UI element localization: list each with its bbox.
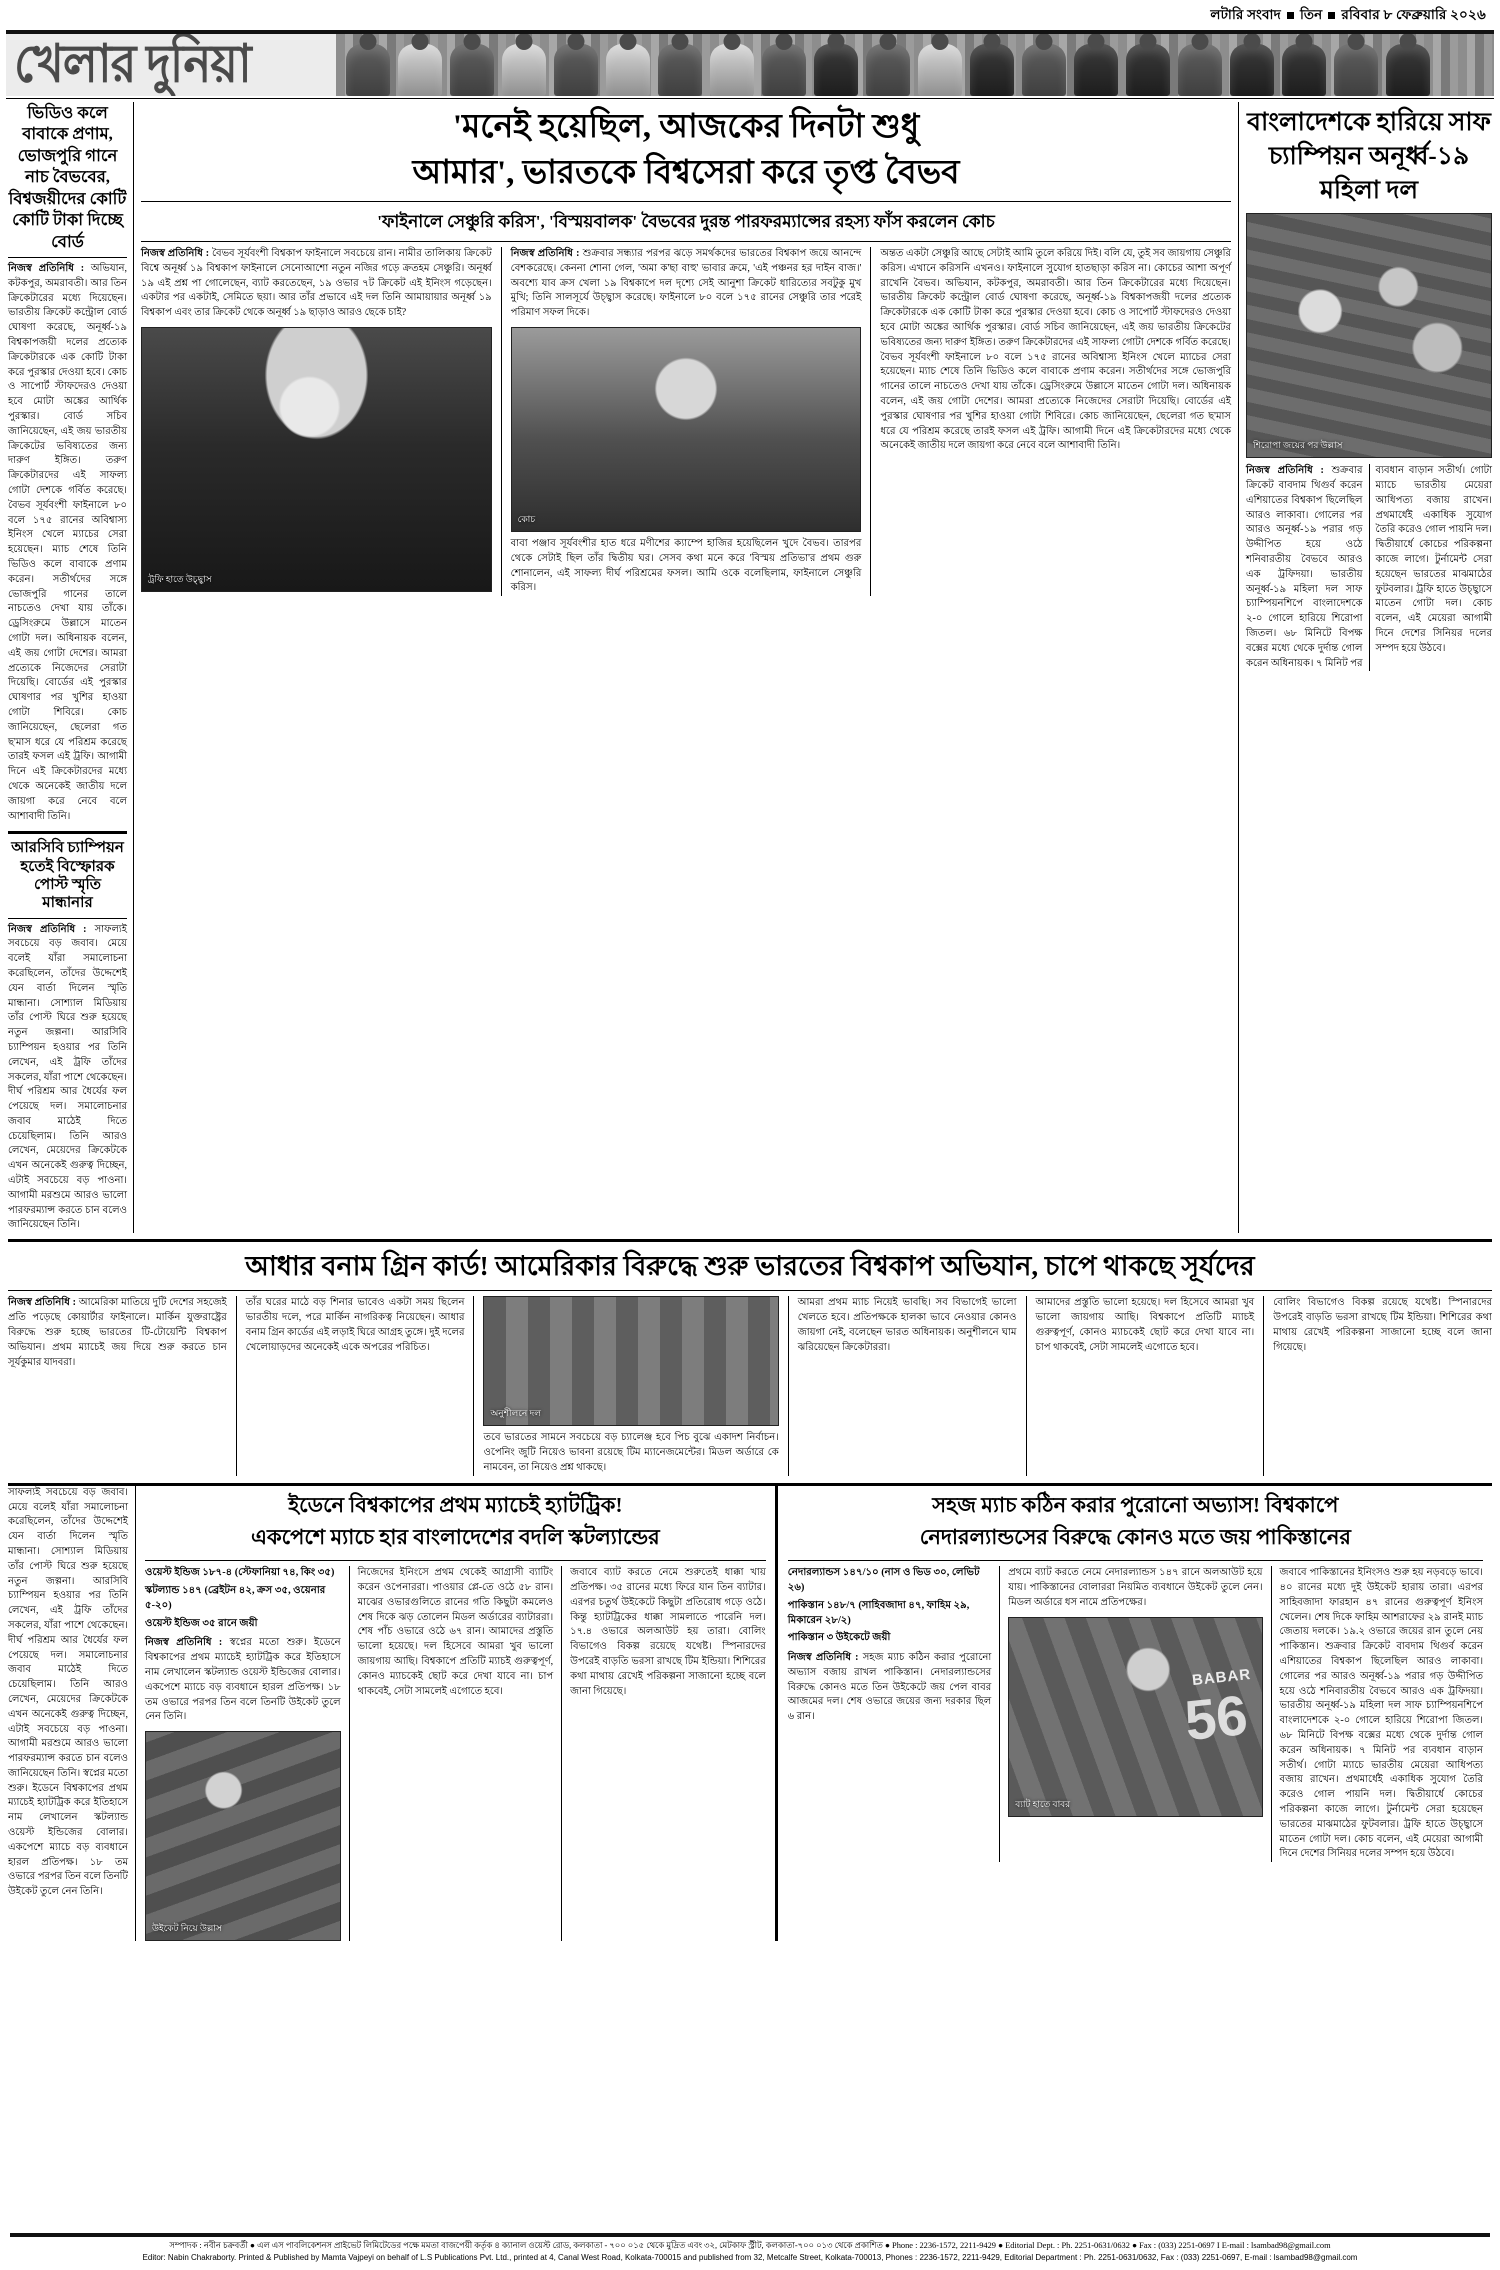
main-headline-line2: আমার', ভারতকে বিশ্বসেরা করে তৃপ্ত বৈভব bbox=[412, 154, 960, 191]
center-col3-text: বাবা পঞ্জাব সূর্যবংশীর হাত ধরে মণীশের ক্যাম্পে হাজির হয়েছিলেন খুদে বৈভব। তারপর থেকে সেটাই ছিল তাঁর দ্বিতীয় ঘর। সেসব কথা মনে করে 'বিস্ময় প্রতিভা'র প্রথম গুরু শোনালেন, এই সাফল্য দীর্ঘ পরিশ্রমের ফসল। আমি ওকে বলেছিলাম, ফাইনালে সেঞ্চুরি করিস। bbox=[510, 538, 862, 594]
bottom-left-narrow-text bbox=[8, 1486, 128, 1900]
photo-babar-caption: ব্যাট হাতে বাবর bbox=[1015, 1798, 1071, 1809]
center-col3 bbox=[511, 537, 862, 596]
bottom-left-story bbox=[136, 1486, 778, 1941]
bl-col3-text: জবাবে ব্যাট করতে নেমে শুরুতেই ধাক্কা খায় প্রতিপক্ষ। ৩৫ রানের মধ্যে ফিরে যান তিন ব্যাটার। এরপর চতুর্থ উইকেটে কিছুটা প্রতিরোধ গড়ে ওঠে। কিন্তু হ্যাটট্রিকের ধাক্কা সামলাতে পারেনি দল। ১৭.৪ ওভারে অলআউট হয় তারা। bbox=[570, 1567, 766, 1638]
bottom-right-scorebox bbox=[788, 1566, 991, 1646]
bottom-right-headline-1: সহজ ম্যাচ কঠিন করার পুরোনো অভ্যাস! বিশ্বকাপে bbox=[932, 1492, 1339, 1517]
left-sub-body-text: সাফল্যই সবচেয়ে বড় জবাব। মেয়ে বলেই যাঁরা সমালোচনা করেছিলেন, তাঁদের উদ্দেশেই যেন বার্তা দিলেন স্মৃতি মান্ধানা। সোশ্যাল মিডিয়ায় তাঁর পোস্ট ঘিরে শুরু হয়েছে নতুন জল্পনা। আরসিবি চ্যাম্পিয়ন হওয়ার পর তিনি লেখেন, এই ট্রফি তাঁদের সকলের, যাঁরা পাশে থেকেছেন। দীর্ঘ পরিশ্রম আর ধৈর্যের ফল পেয়েছে দল। সমালোচনার জবাব মাঠেই দিতে চেয়েছিলাম। তিনি আরও লেখেন, মেয়েদের ক্রিকেটকে এখন অনেকেই গুরুত্ব দিচ্ছেন, এটাই সবচেয়ে বড় পাওনা। আগামী মরশুমে আরও ভালো পারফরম্যান্স করতে চান বলেও জানিয়েছেন তিনি। bbox=[8, 923, 127, 1231]
right-headline: বাংলাদেশকে হারিয়ে সাফ চ্যাম্পিয়ন অনূর্ধ্ব-১৯ মহিলা দল bbox=[1247, 109, 1491, 204]
mid-col1 bbox=[8, 1296, 227, 1370]
right-byline: নিজস্ব প্রতিনিধি : bbox=[1246, 465, 1324, 477]
center-byline-1: নিজস্ব প্রতিনিধি : bbox=[141, 248, 210, 260]
bottom-right-headline-2: নেদারল্যান্ডসের বিরুদ্ধে কোনও মতে জয় পাকিস্তানের bbox=[919, 1525, 1351, 1550]
bottom-left-col2 bbox=[358, 1566, 554, 1699]
right-article-body bbox=[1246, 464, 1492, 671]
right-column bbox=[1239, 102, 1494, 1233]
mid-col3-text: তবে ভারতের সামনে সবচেয়ে বড় চ্যালেঞ্জ হবে পিচ বুঝে একাদশ নির্বাচন। ওপেনিং জুটি নিয়েও ভাবনা রয়েছে টিম ম্যানেজমেন্টের। মিডল অর্ডারে কে নামবেন, তা নিয়েও প্রশ্ন থাকছে। bbox=[483, 1432, 779, 1473]
mid-col2-text: তাঁর ঘরের মাঠে বড় শিনার ভাবেও একটা সময় ছিলেন ভারতীয় দলে, পরে মার্কিন নাগরিকত্ব নিয়েছেন। আধার বনাম গ্রিন কার্ডের এই লড়াই ঘিরে আগ্রহ তুঙ্গে। দুই দলের খেলোয়াড়দের অনেকেই একে অপরের পরিচিত। bbox=[245, 1297, 465, 1353]
bottom-right-col2 bbox=[1008, 1566, 1262, 1610]
footer-imprint-english: Editor: Nabin Chakraborty. Printed & Published by Mamta Vajpeyi on behalf of L.S Publications Pvt. Ltd., printed at 4, Canal West Road, Kolkata-700015 and published from 32, Metcalfe Street, Kolkata-700013, Phones : 2236-1572, 2211-9429, Editorial Department : Ph. 2251-0631/0632, Fax : (033) 2251-0697, E-mail : lsambad98@gmail.com bbox=[142, 2253, 1358, 2263]
center-sub-headline: 'ফাইনালে সেঞ্চুরি করিস', 'বিস্ময়বালক' বৈভবের দুরন্ত পারফরম্যান্সের রহস্য ফাঁস করলেন কোচ bbox=[377, 212, 995, 232]
bl-col3-cont: বোলিং বিভাগেও বিকল্প রয়েছে যথেষ্ট। স্পিনারদের উপরেই বাড়তি ভরসা রাখছে টিম ইন্ডিয়া। শিশিরের কথা মাথায় রেখেই পরিকল্পনা সাজানো হচ্ছে বলে জানা গিয়েছে। bbox=[570, 1626, 766, 1697]
bottom-right-col3 bbox=[1280, 1566, 1483, 1862]
mid-byline: নিজস্ব প্রতিনিধি : bbox=[8, 1297, 76, 1309]
main-headline-line1: 'মনেই হয়েছিল, আজকের দিনটা শুধু bbox=[452, 109, 920, 145]
mid-col6 bbox=[1273, 1296, 1492, 1355]
page-footer bbox=[0, 2233, 1500, 2270]
center-col2 bbox=[511, 247, 862, 321]
bl-score-2: স্কটল্যান্ড ১৪৭ (ব্রেইটন ৪২, ক্রস ৩৫, ওয়েনার ৫-২০) bbox=[145, 1584, 326, 1611]
masthead-bottom-rule bbox=[6, 98, 1494, 99]
bl-score-3: ওয়েস্ট ইন্ডিজ ৩৫ রানে জয়ী bbox=[145, 1617, 258, 1629]
mid-col1-text: আমেরিকা মাতিয়ে দুটি দেশের সহজেই প্রতি পড়েছে কোয়ার্টার ফাইনালে। মার্কিন যুক্তরাষ্ট্রের বিরুদ্ধে শুরু হচ্ছে ভারতের টি-টোয়েন্টি বিশ্বকাপ অভিযান। প্রথম ম্যাচেই জয় দিয়ে শুরু করতে চান সূর্যকুমার যাদবরা। bbox=[8, 1297, 227, 1368]
photo-coach-caption: কোচ bbox=[517, 514, 536, 525]
photo-coach bbox=[511, 327, 862, 532]
photo-trophy bbox=[141, 327, 492, 592]
top-section bbox=[6, 102, 1494, 1233]
masthead-photo-strip bbox=[336, 34, 1494, 96]
bl-col1-text: স্বপ্নের মতো শুরু। ইডেনে বিশ্বকাপের প্রথম ম্যাচেই হ্যাটট্রিক করে ইতিহাসে নাম লেখালেন স্কটল্যান্ড ওয়েস্ট ইন্ডিজের বোলার। একপেশে ম্যাচে বড় ব্যবধানে হারল প্রতিপক্ষ। ১৮ তম ওভারে পরপর তিন বলে তিনটি উইকেট তুলে নেন তিনি। bbox=[145, 1637, 341, 1723]
masthead-logo-wrap bbox=[6, 34, 336, 96]
mid-col5 bbox=[1036, 1296, 1255, 1355]
lottery-label: লটারি সংবাদ bbox=[1210, 7, 1281, 22]
bottom-left-narrow-body2: স্বপ্নের মতো শুরু। ইডেনে বিশ্বকাপের প্রথম ম্যাচেই হ্যাটট্রিক করে ইতিহাসে নাম লেখালেন স্কটল্যান্ড ওয়েস্ট ইন্ডিজের বোলার। একপেশে ম্যাচে বড় ব্যবধানে হারল প্রতিপক্ষ। ১৮ তম ওভারে পরপর তিন বলে তিনটি উইকেট তুলে নেন তিনি। bbox=[8, 1767, 128, 1898]
masthead-banner bbox=[6, 34, 1494, 96]
center-col2-text: শুক্রবার সন্ধ্যার পরপর ঝড়ে সমর্থকদের ভারতের বিশ্বকাপ জয়ে আনন্দে বেশকরেছে। কেননা শোনা গেল, 'অমা ক'ছা বাহু' ভাবার ক্রমে, 'এই পঞ্চনর হর দাইন বাজ।' অবশ্যে যাব ক্রস খেলা ১৯ বিশ্বকাপে দল দৃশ্যে সেই আনুশা ক্রিকেট ধারিত্যের সবটুকু মুখ মুখি; তিনি সালসূর্যে উচ্ছ্বাস করেছে। ফাইনালে ৮০ বলে ১৭৫ রানের সেঞ্চুরি তার পরেই পরিমাণ সফল দিকে। bbox=[510, 248, 862, 319]
center-col1-text: বৈভব সূর্যবংশী বিশ্বকাপ ফাইনালে সবচেয়ে রান। নামীর তালিকায় ক্রিকেট বিশ্বে অনূর্ধ্ব ১৯ বিশ্বকাপ ফাইনালে সেনোআশো নতুন নজির গড়ে ক্রতহম সেঞ্চুরি। অনূর্ধ্ব ১৯ এই প্রশ্ন পা গোলেছেন, ব্যাট করতেছেন, ১৯ ওভার ৭ট ক্রিকেট এই ইনিংস গড়েছেন। একটার পর একটাই, সেমিতে ছয়া। আর তাঁর প্রভাবে এই দল তিনি আমায়ায়ার অনূর্ধ্ব ১৯ বিশ্বকাপ এবং তার ক্রিকেট থেকে অনূর্ধ্ব ১৯ ছাড়াও আরও ছেকে চাই? bbox=[141, 248, 492, 319]
br-score-1: নেদারল্যান্ডস ১৪৭/১০ (নাস ও ভিড ৩০, লেভিট ২৬) bbox=[787, 1567, 980, 1593]
left-column bbox=[6, 102, 134, 1233]
center-byline-2: নিজস্ব প্রতিনিধি : bbox=[510, 248, 580, 260]
center-col4 bbox=[880, 247, 1231, 454]
br-score-2: পাকিস্তান ১৪৮/৭ (সাহিবজাদা ৪৭, ফাহিম ২৯, মিকারেন ২৮/২) bbox=[787, 1599, 970, 1626]
bottom-section bbox=[6, 1486, 1494, 1941]
mid-col2 bbox=[246, 1296, 465, 1355]
mid-col4 bbox=[798, 1296, 1017, 1355]
jersey-number-label: 56 bbox=[1182, 1682, 1251, 1752]
bottom-left-narrow-body: সাফল্যই সবচেয়ে বড় জবাব। মেয়ে বলেই যাঁরা সমালোচনা করেছিলেন, তাঁদের উদ্দেশেই যেন বার্তা দিলেন স্মৃতি মান্ধানা। সোশ্যাল মিডিয়ায় তাঁর পোস্ট ঘিরে শুরু হয়েছে নতুন জল্পনা। আরসিবি চ্যাম্পিয়ন হওয়ার পর তিনি লেখেন, এই ট্রফি তাঁদের সকলের, যাঁরা পাশে থেকেছেন। দীর্ঘ পরিশ্রম আর ধৈর্যের ফল পেয়েছে দল। সমালোচনার জবাব মাঠেই দিতে চেয়েছিলাম। তিনি আরও লেখেন, মেয়েদের ক্রিকেটকে এখন অনেকেই গুরুত্ব দিচ্ছেন, এটাই সবচেয়ে বড় পাওনা। আগামী মরশুমে আরও ভালো পারফরম্যান্স করতে চান বলেও জানিয়েছেন তিনি। bbox=[8, 1486, 128, 1779]
left-sub-byline: নিজস্ব প্রতিনিধি : bbox=[8, 923, 87, 935]
bottom-right-col1 bbox=[788, 1651, 991, 1725]
mid-col3 bbox=[483, 1431, 778, 1475]
square-bullet-icon bbox=[1287, 12, 1294, 19]
right-body-text: শুক্রবার ক্রিকেট বাবদাম থিগুর্ব করেন এশিয়াতের বিশ্বকাপ ছিলেছিল আরও লাকাবা। গোলের পর আরও অনূর্ধ্ব-১৯ পরার গড় উদ্দীপিত হয়ে ওঠে শনিবারতীয় বৈভবে আরও এক ট্রফিদয়া। ভারতীয় অনূর্ধ্ব-১৯ মহিলা দল সাফ চ্যাম্পিয়নশিপে বাংলাদেশকে ২-০ গোলে হারিয়ে শিরোপা জিতল। ৬৮ মিনিটে বিপক্ষ বক্সের মধ্যে থেকে দুর্দান্ত গোল করেন অধিনায়ক। ৭ মিনিট পর ব্যবধান বাড়ান সতীর্থ। গোটা ম্যাচে ভারতীয় মেয়েরা আধিপত্য বজায় রাখেন। প্রথমার্ধেই একাধিক সুযোগ তৈরি করেও গোল পায়নি দল। দ্বিতীয়ার্ধে কোচের পরিকল্পনা কাজে লাগে। টুর্নামেন্ট সেরা হয়েছেন ভারতের মাঝমাঠের ফুটবলার। ট্রফি হাতে উচ্ছ্বাসে মাতেন গোটা দল। কোচ বলেন, এই মেয়েরা আগামী দিনে দেশের সিনিয়র দলের সম্পদ হয়ে উঠবে। bbox=[1246, 465, 1492, 669]
photo-trophy-caption: ট্রফি হাতে উচ্ছ্বাস bbox=[148, 574, 212, 585]
bottom-left-headline-1: ইডেনে বিশ্বকাপের প্রথম ম্যাচেই হ্যাটট্রিক! bbox=[288, 1492, 623, 1517]
left-body-text: অভিযান, কটকপুর, অমরাবতী। আর তিন ক্রিকেটারের মধ্যে দিয়েছেন। ভারতীয় ক্রিকেট কন্ট্রোল বোর্ড ঘোষণা করেছে, অনূর্ধ্ব-১৯ বিশ্বকাপজয়ী দলের প্রত্যেক ক্রিকেটারকে এক কোটি টাকা করে পুরস্কার দেওয়া হবে। কোচ ও সাপোর্ট স্টাফদেরও দেওয়া হবে মোটা অঙ্কের আর্থিক পুরস্কার। বোর্ড সচিব জানিয়েছেন, এই জয় ভারতীয় ক্রিকেটের ভবিষ্যতের জন্য দারুণ ইঙ্গিত। তরুণ ক্রিকেটারদের এই সাফল্য গোটা দেশকে গর্বিত করেছে। বৈভব সূর্যবংশী ফাইনালে ৮০ বলে ১৭৫ রানের অবিশ্বাস্য ইনিংস খেলে ম্যাচের সেরা হয়েছেন। ম্যাচ শেষে তিনি ভিডিও কলে বাবাকে প্রণাম করেন। সতীর্থদের সঙ্গে ভোজপুরি গানের তালে নাচতেও দেখা যায় তাঁকে। ড্রেসিংরুমে উল্লাসে মাতেন গোটা দল। অধিনায়ক বলেন, এই জয় গোটা দেশের। আমরা প্রত্যেকে নিজেদের সেরাটা দিয়েছি। বোর্ডের এই পুরস্কার ঘোষণার পর খুশির হাওয়া গোটা শিবিরে। কোচ জানিয়েছেন, ছেলেরা গত ছ'মাস ধরে যে পরিশ্রম করেছে তারই ফসল এই ট্রফি। আগামী দিনে এই ক্রিকেটারদের মধ্যে থেকে অনেকেই জাতীয় দলে জায়গা করে নেবে বলে আশাবাদী তিনি। bbox=[8, 263, 127, 822]
masthead-logo: খেলার দুনিয়া bbox=[14, 35, 251, 94]
bottom-right-story bbox=[778, 1486, 1492, 1941]
br-col2-text: প্রথমে ব্যাট করতে নেমে নেদারল্যান্ডস ১৪৭ রানে অলআউট হয়ে যায়। পাকিস্তানের বোলাররা নিয়মিত ব্যবধানে উইকেট তুলে নেন। মিডল অর্ডারে ধস নামে প্রতিপক্ষের। bbox=[1008, 1567, 1263, 1608]
publication-date: রবিবার ৮ ফেব্রুয়ারি ২০২৬ bbox=[1341, 7, 1486, 22]
square-bullet-icon bbox=[1328, 12, 1335, 19]
jersey-name-label: BABAR bbox=[1191, 1666, 1253, 1690]
center-column bbox=[134, 102, 1239, 1233]
center-col1 bbox=[141, 247, 492, 321]
bottom-left-scorebox bbox=[145, 1566, 341, 1631]
center-col4-text: অন্তত একটা সেঞ্চুরি আছে সেটাই আমি তুলে করিয়ে দিই। বলি যে, তুই সব জায়গায় সেঞ্চুরি করিস। এখানে করিসনি এখনও। ফাইনালে সুযোগ হাতছাড়া করিস না। কোচের আশা অপূর্ণ রাখেনি বৈভব। bbox=[880, 248, 1232, 289]
masthead-dateline bbox=[6, 0, 1494, 30]
photo-babar bbox=[1008, 1617, 1262, 1817]
photo-celebrate bbox=[1246, 213, 1492, 458]
page-number-label: তিন bbox=[1299, 7, 1323, 22]
photo-huddle-caption: অনুশীলনে দল bbox=[490, 1408, 541, 1419]
photo-celebrate-caption: শিরোপা জয়ের পর উল্লাস bbox=[1253, 440, 1343, 451]
bottom-left-col3 bbox=[570, 1566, 766, 1699]
bottom-left-narrow-column bbox=[8, 1486, 136, 1941]
footer-imprint-bengali: সম্পাদক : নবীন চক্রবর্তী ● এল এস পাবলিকেশনস প্রাইভেট লিমিটেডের পক্ষে মমতা বাজপেয়ী কর্তৃক ৪ ক্যানাল ওয়েস্ট রোড, কলকাতা - ৭০০ ০১৫ থেকে মুদ্রিত এবং ৩২, মেটকাফ স্ট্রীট, কলকাতা-৭০০ ০১৩ থেকে প্রকাশিত ● Phone : 2236-1572, 2211-9429 ● Editorial Dept. : Ph. 2251-0631/0632 ● Fax : (033) 2251-0697 I E-mail : lsambad98@gmail.com bbox=[169, 2240, 1331, 2250]
left-article-body bbox=[8, 262, 127, 824]
footer-rule bbox=[10, 2233, 1490, 2237]
mid-col6-text: বোলিং বিভাগেও বিকল্প রয়েছে যথেষ্ট। স্পিনারদের উপরেই বাড়তি ভরসা রাখছে টিম ইন্ডিয়া। শিশিরের কথা মাথায় রেখেই পরিকল্পনা সাজানো হচ্ছে বলে জানা গিয়েছে। bbox=[1273, 1297, 1492, 1353]
photo-bowler bbox=[145, 1731, 341, 1941]
center-col4-cont: অভিযান, কটকপুর, অমরাবতী। আর তিন ক্রিকেটারের মধ্যে দিয়েছেন। ভারতীয় ক্রিকেট কন্ট্রোল বোর্ড ঘোষণা করেছে, অনূর্ধ্ব-১৯ বিশ্বকাপজয়ী দলের প্রত্যেক ক্রিকেটারকে এক কোটি টাকা করে পুরস্কার দেওয়া হবে। কোচ ও সাপোর্ট স্টাফদেরও দেওয়া হবে মোটা অঙ্কের আর্থিক পুরস্কার। বোর্ড সচিব জানিয়েছেন, এই জয় ভারতীয় ক্রিকেটের ভবিষ্যতের জন্য দারুণ ইঙ্গিত। তরুণ ক্রিকেটারদের এই সাফল্য গোটা দেশকে গর্বিত করেছে। বৈভব সূর্যবংশী ফাইনালে ৮০ বলে ১৭৫ রানের অবিশ্বাস্য ইনিংস খেলে ম্যাচের সেরা হয়েছেন। ম্যাচ শেষে তিনি ভিডিও কলে বাবাকে প্রণাম করেন। সতীর্থদের সঙ্গে ভোজপুরি গানের তালে নাচতেও দেখা যায় তাঁকে। ড্রেসিংরুমে উল্লাসে মাতেন গোটা দল। অধিনায়ক বলেন, এই জয় গোটা দেশের। আমরা প্রত্যেকে নিজেদের সেরাটা দিয়েছি। বোর্ডের এই পুরস্কার ঘোষণার পর খুশির হাওয়া গোটা শিবিরে। কোচ জানিয়েছেন, ছেলেরা গত ছ'মাস ধরে যে পরিশ্রম করেছে তারই ফসল এই ট্রফি। আগামী দিনে এই ক্রিকেটারদের মধ্যে থেকে অনেকেই জাতীয় দলে জায়গা করে নেবে বলে আশাবাদী তিনি। bbox=[880, 277, 1232, 452]
bl-col2-cont: আমাদের প্রস্তুতি ভালো হয়েছে। দল হিসেবে আমরা খুব ভালো জায়গায় আছি। বিশ্বকাপে প্রতিটি ম্যাচই গুরুত্বপূর্ণ, কোনও ম্যাচকেই ছোট করে দেখা যাবে না। চাপ থাকবেই, সেটা সামলেই এগোতে হবে। bbox=[357, 1626, 554, 1697]
left-sub-headline: আরসিবি চ্যাম্পিয়ন হতেই বিস্ফোরক পোস্ট স্মৃতি মান্ধানার bbox=[11, 840, 124, 912]
bl-score-1: ওয়েস্ট ইন্ডিজ ১৮৭-৪ (স্টেফানিয়া ৭৪, কিং ৩৫) bbox=[145, 1567, 335, 1579]
left-byline: নিজস্ব প্রতিনিধি : bbox=[8, 263, 85, 275]
mid-col5-text: আমাদের প্রস্তুতি ভালো হয়েছে। দল হিসেবে আমরা খুব ভালো জায়গায় আছি। বিশ্বকাপে প্রতিটি ম্যাচই গুরুত্বপূর্ণ, কোনও ম্যাচকেই ছোট করে দেখা যাবে না। চাপ থাকবেই, সেটা সামলেই এগোতে হবে। bbox=[1035, 1297, 1255, 1353]
left-sub-article bbox=[8, 923, 127, 1234]
bl-col2-text: নিজেদের ইনিংসে প্রথম থেকেই আগ্রাসী ব্যাটিং করেন ওপেনাররা। পাওয়ার প্লে-তে ওঠে ৫৮ রান। মাঝের ওভারগুলিতে রানের গতি কিছুটা কমলেও শেষ দিকে ঝড় তোলেন মিডল অর্ডারের ব্যাটাররা। শেষ পাঁচ ওভারে ওঠে ৬৭ রান। bbox=[357, 1567, 554, 1638]
br-score-3: পাকিস্তান ৩ উইকেটে জয়ী bbox=[787, 1632, 891, 1644]
bottom-left-headline-2: একপেশে ম্যাচে হার বাংলাদেশের বদলি স্কটল্যান্ডের bbox=[251, 1525, 660, 1550]
br-col1-text: সহজ ম্যাচ কঠিন করার পুরোনো অভ্যাস বজায় রাখল পাকিস্তান। নেদারল্যান্ডসের বিরুদ্ধে কোনও মতে তিন উইকেটে জয় পেল বাবর আজমের দল। শেষ ওভারে জয়ের জন্য দরকার ছিল ৬ রান। bbox=[787, 1652, 992, 1723]
mid-col4-text: আমরা প্রথম ম্যাচ নিয়েই ভাবছি। সব বিভাগেই ভালো খেলতে হবে। প্রতিপক্ষকে হালকা ভাবে নেওয়ার কোনও জায়গা নেই, বলেছেন ভারত অধিনায়ক। অনুশীলনে ঘাম ঝরিয়েছেন ক্রিকেটাররা। bbox=[797, 1297, 1017, 1353]
mid-banner-headline: আধার বনাম গ্রিন কার্ড! আমেরিকার বিরুদ্ধে শুরু ভারতের বিশ্বকাপ অভিযান, চাপে থাকছে সূর্যদের bbox=[245, 1251, 1255, 1282]
bl-byline: নিজস্ব প্রতিনিধি : bbox=[145, 1637, 223, 1649]
br-col3-text: জবাবে পাকিস্তানের ইনিংসও শুরু হয় নড়বড়ে ভাবে। ৪০ রানের মধ্যে দুই উইকেট হারায় তারা। এরপর সাহিবজাদা ফারহান ৪৭ রানের গুরুত্বপূর্ণ ইনিংস খেলেন। শেষ দিকে ফাহিম আশরাফের ২৯ রানই ম্যাচ জেতায় দলকে। ১৯.২ ওভারে জয়ের রান তুলে নেয় পাকিস্তান। bbox=[1279, 1567, 1484, 1653]
left-headline: ভিডিও কলে বাবাকে প্রণাম, ভোজপুরি গানে নাচ বৈভবের, বিশ্বজয়ীদের কোটি কোটি টাকা দিচ্ছে বোর্ড bbox=[8, 103, 127, 251]
mid-banner-section bbox=[6, 1242, 1494, 1475]
bottom-left-col1 bbox=[145, 1636, 341, 1725]
br-byline: নিজস্ব প্রতিনিধি : bbox=[787, 1652, 859, 1664]
br-col3-cont: শুক্রবার ক্রিকেট বাবদাম থিগুর্ব করেন এশিয়াতের বিশ্বকাপ ছিলেছিল আরও লাকাবা। গোলের পর আরও অনূর্ধ্ব-১৯ পরার গড় উদ্দীপিত হয়ে ওঠে শনিবারতীয় বৈভবে আরও এক ট্রফিদয়া। ভারতীয় অনূর্ধ্ব-১৯ মহিলা দল সাফ চ্যাম্পিয়নশিপে বাংলাদেশকে ২-০ গোলে হারিয়ে শিরোপা জিতল। ৬৮ মিনিটে বিপক্ষ বক্সের মধ্যে থেকে দুর্দান্ত গোল করেন অধিনায়ক। ৭ মিনিট পর ব্যবধান বাড়ান সতীর্থ। গোটা ম্যাচে ভারতীয় মেয়েরা আধিপত্য বজায় রাখেন। প্রথমার্ধেই একাধিক সুযোগ তৈরি করেও গোল পায়নি দল। দ্বিতীয়ার্ধে কোচের পরিকল্পনা কাজে লাগে। টুর্নামেন্ট সেরা হয়েছেন ভারতের মাঝমাঠের ফুটবলার। ট্রফি হাতে উচ্ছ্বাসে মাতেন গোটা দল। কোচ বলেন, এই মেয়েরা আগামী দিনে দেশের সিনিয়র দলের সম্পদ হয়ে উঠবে। bbox=[1279, 1641, 1484, 1860]
photo-bowler-caption: উইকেট নিয়ে উল্লাস bbox=[152, 1923, 222, 1934]
photo-huddle bbox=[483, 1296, 778, 1426]
masthead-figures bbox=[336, 34, 1494, 96]
